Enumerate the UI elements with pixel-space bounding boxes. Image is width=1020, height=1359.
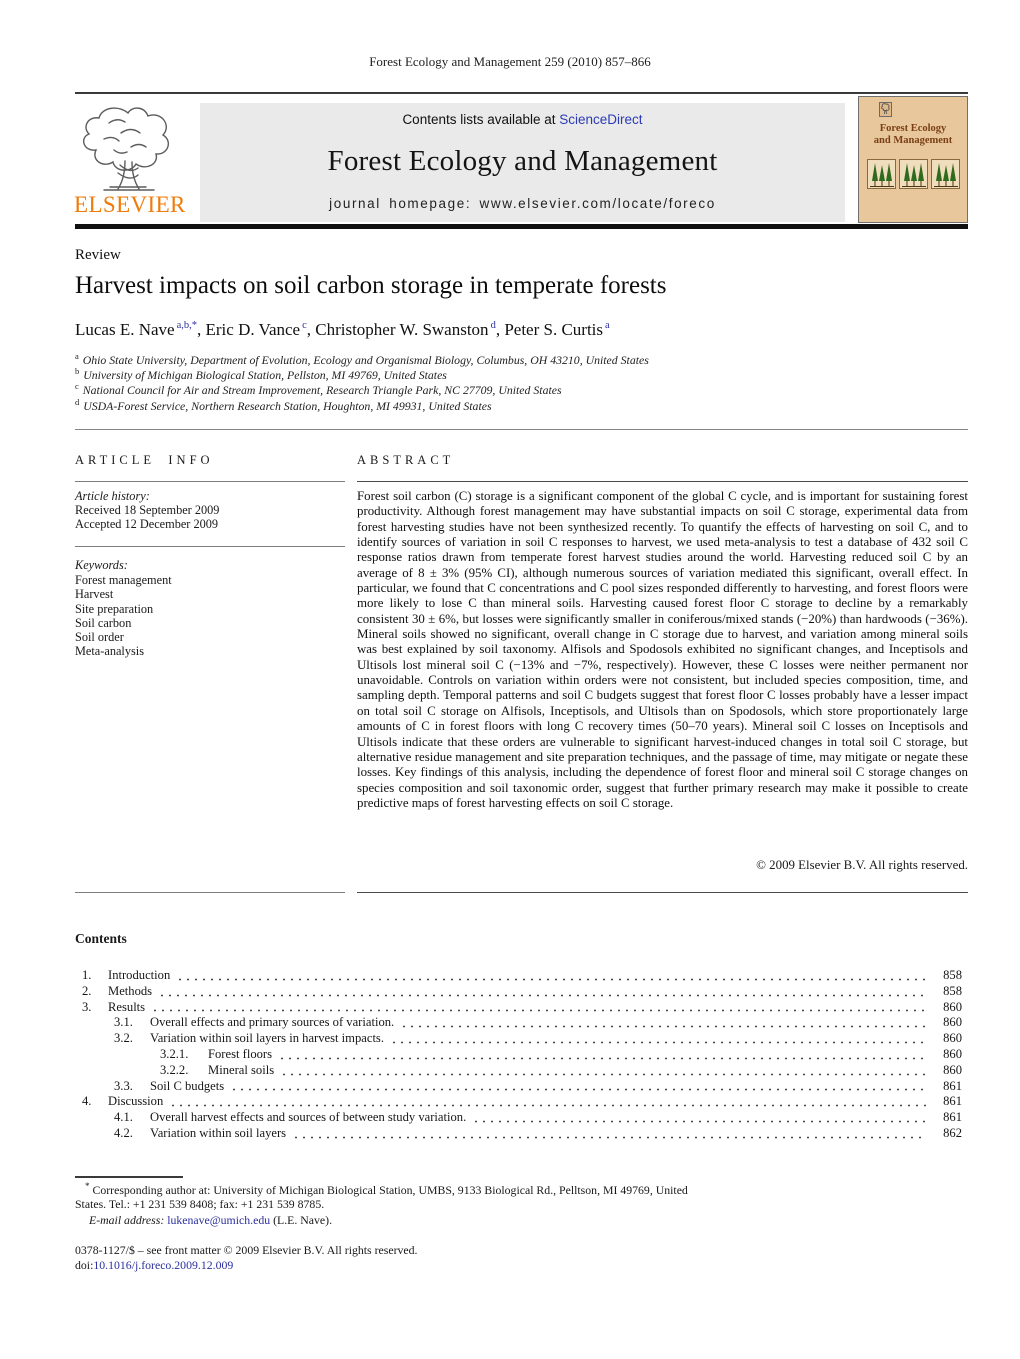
toc-entry-number: 4. [82,1094,92,1109]
author-superscript[interactable]: a,b,* [176,320,198,332]
toc-entry-number: 3.2.2. [160,1062,189,1077]
contents-available-prefix: Contents lists available at [402,112,560,127]
article-history-label: Article history: [75,489,150,503]
toc-dot-leader [472,1110,926,1123]
doi-label: doi: [75,1257,94,1272]
toc-row [78,984,962,1000]
footnote-block [75,1183,703,1227]
toc-entry-number: 3.2. [114,1031,133,1046]
toc-entry-page[interactable]: 860 [943,1062,962,1077]
affiliation [75,383,968,398]
accepted-date: Accepted 12 December 2009 [75,517,219,532]
email-line [75,1213,703,1227]
toc-entry-label[interactable]: Overall harvest effects and sources of between study variation. [150,1110,467,1125]
toc-entry-label[interactable]: Overall effects and primary sources of variation. [150,1015,395,1030]
toc-dot-leader [169,1094,926,1107]
toc-dot-leader [158,984,926,997]
toc-dot-leader [390,1031,926,1044]
toc-entry-label[interactable]: Forest floors [208,1046,273,1061]
toc-entry-label[interactable]: Variation within soil layers in harvest impacts. [150,1031,384,1046]
toc-entry-number: 3.3. [114,1078,133,1093]
header-divider-rule [75,224,968,229]
toc-entry-number: 2. [82,983,92,998]
toc-dot-leader [400,1015,926,1028]
toc-dot-leader [292,1126,926,1139]
toc-entry-page[interactable]: 858 [943,968,962,982]
toc-dot-leader [230,1079,926,1092]
toc-entry-number: 4.1. [114,1110,133,1125]
toc-row [78,1047,962,1063]
article-info-rule [75,481,345,482]
toc-dot-leader [151,1000,926,1013]
author [504,320,609,339]
author-name: Christopher W. Swanston [315,320,489,339]
author-superscript[interactable]: a [605,320,610,332]
abstract-top-rule [357,481,968,482]
author-name: Lucas E. Nave [75,320,175,339]
doi-link[interactable]: 10.1016/j.foreco.2009.12.009 [93,1257,234,1272]
affiliation-superscript: d [75,396,80,407]
imprint-block [75,1243,703,1272]
toc-dot-leader [176,968,926,981]
journal-homepage-line[interactable]: journal homepage: www.elsevier.com/locate/foreco [329,196,716,211]
affiliation-superscript: c [75,381,79,392]
corresponding-author-text: Corresponding author at: University of Michigan Biological Station, UMBS, 9133 Biological Rd., Pelltson, MI 49769, United States. Tel.: +1 231 539 8408; fax: +1 231 539 8785. [75,1183,688,1212]
cover-elsevier-emblem-icon [879,102,892,117]
toc-entry-page[interactable]: 860 [943,1015,962,1030]
author-superscript[interactable]: d [490,320,496,332]
corresponding-author-note [75,1183,703,1212]
toc-entry-label[interactable]: Methods [108,983,153,998]
journal-cover-thumbnail [858,96,968,223]
toc-entry-number: 3.1. [114,1015,133,1030]
toc-row [78,968,962,984]
toc-entry-page[interactable]: 861 [943,1078,962,1093]
article-info-bottom-rule [75,892,345,893]
author [206,320,316,339]
footnote-rule [75,1176,183,1178]
toc-entry-label[interactable]: Variation within soil layers [150,1125,287,1140]
toc-entry-page[interactable]: 861 [943,1110,962,1125]
doi-line [75,1258,703,1273]
received-date: Received 18 September 2009 [75,503,220,517]
toc-entry-number: 4.2. [114,1125,133,1140]
toc-row [78,1063,962,1079]
toc-entry-label[interactable]: Results [108,999,146,1014]
article-type-label: Review [75,247,121,263]
table-of-contents [78,968,962,1142]
elsevier-wordmark: ELSEVIER [74,192,186,217]
elsevier-tree-icon [76,103,180,193]
contents-available-line [402,112,642,127]
keyword: Forest management [75,573,172,587]
copyright-line: © 2009 Elsevier B.V. All rights reserved. [756,858,968,872]
affiliation-divider-rule [75,429,968,430]
toc-row [78,1031,962,1047]
toc-entry-page[interactable]: 858 [943,983,962,998]
keyword: Site preparation [75,601,154,616]
elsevier-logo [74,103,190,222]
keyword: Soil carbon [75,615,132,630]
keywords-list [75,573,347,659]
issn-copyright-line: 0378-1127/$ – see front matter © 2009 Elsevier B.V. All rights reserved. [75,1243,418,1257]
cover-title-line2: and Management [873,135,953,147]
abstract-heading: ABSTRACT [357,453,455,467]
toc-entry-page[interactable]: 862 [943,1125,962,1140]
toc-entry-number: 1. [82,968,92,982]
affiliation [75,353,968,368]
keyword: Meta-analysis [75,644,144,659]
toc-row [78,1079,962,1095]
toc-row [78,1126,962,1142]
article-info-heading: ARTICLE INFO [75,453,214,467]
cover-forest-graphic-icon [867,159,961,191]
toc-entry-page[interactable]: 860 [943,1031,962,1046]
toc-entry-number: 3.2.1. [160,1046,189,1061]
toc-entry-page[interactable]: 861 [943,1094,962,1109]
cover-journal-title [859,123,967,148]
affiliation-text: National Council for Air and Stream Improvement, Research Triangle Park, NC 27709, United States [82,383,562,398]
cover-title-line1: Forest Ecology [879,123,947,134]
toc-entry-page[interactable]: 860 [943,999,962,1014]
abstract-bottom-rule [357,892,968,893]
toc-entry-page[interactable]: 860 [943,1046,962,1061]
toc-row [78,1094,962,1110]
article-title: Harvest impacts on soil carbon storage in temperate forests [75,272,667,299]
top-rule [75,92,968,94]
contents-heading: Contents [75,931,127,946]
keyword: Soil order [75,630,124,645]
affiliation-superscript: a [75,351,79,362]
affiliation-text: USDA-Forest Service, Northern Research Station, Houghton, MI 49931, United States [83,398,492,413]
toc-entry-label[interactable]: Mineral soils [208,1062,275,1077]
footnote-asterisk: * [85,1181,90,1192]
running-head-journal-reference: Forest Ecology and Management 259 (2010) 857–866 [369,54,651,69]
affiliation [75,368,968,383]
toc-entry-label[interactable]: Soil C budgets [150,1078,225,1093]
toc-row [78,1015,962,1031]
toc-row [78,1110,962,1126]
affiliation-text: Ohio State University, Department of Evolution, Ecology and Organismal Biology, Columbus, OH 43210, United States [82,353,649,367]
email-label: E-mail address: [89,1212,165,1227]
email-suffix: (L.E. Nave). [273,1212,333,1227]
affiliations [75,353,968,414]
keywords-rule [75,546,345,547]
toc-entry-label[interactable]: Discussion [108,1094,164,1109]
keyword: Harvest [75,587,114,602]
journal-header-banner [200,103,845,222]
author [75,320,206,339]
author-name: Peter S. Curtis [504,320,604,339]
journal-title: Forest Ecology and Management [327,145,718,177]
keywords-label: Keywords: [75,558,128,572]
email-link[interactable]: lukenave@umich.edu [167,1212,271,1227]
author [315,320,504,339]
article-history [75,503,347,532]
affiliation-text: University of Michigan Biological Station, Pellston, MI 49769, United States [83,368,447,383]
toc-dot-leader [280,1063,926,1076]
sciencedirect-link[interactable]: ScienceDirect [559,112,643,127]
toc-entry-number: 3. [82,999,92,1014]
author-name: Eric D. Vance [205,320,301,339]
affiliation [75,396,968,414]
author-line [75,320,968,340]
author-superscript[interactable]: c [302,320,307,332]
toc-row [78,1000,962,1016]
affiliation-superscript: b [75,366,80,377]
toc-dot-leader [278,1047,926,1060]
abstract-text: Forest soil carbon (C) storage is a significant component of the global C cycle, and is important for sustaining forest productivity. Although forest management may have substantial impacts on soil C storage, experimental data from forest harvesting studies have not been synthesized recently. To quantify the effects of harvesting on soil C, and to identify sources of variation in soil C responses to harvest, we used meta-analysis to test a database of 432 soil C response ratios drawn from temperate forest harvest studies around the world. Harvesting reduced soil C by an average of 8 ± 3% (95% CI), although numerous sources of variation mediated this significant, overall effect. In particular, we found that C concentrations and C pool sizes responded differently to harvesting, and forest floors were more likely to lose C than mineral soils. Harvesting caused forest floor C storage to decline by a remarkably consistent 30 ± 6%, but losses were significantly smaller in coniferous/mixed stands (−20%) than hardwoods (−36%). Mineral soils showed no significant, overall change in C storage due to harvest, and variation among mineral soils was best explained by soil taxonomy. Alfisols and Spodosols exhibited no significant changes, and Inceptisols and Ultisols lost mineral soil C (−13% and −7%, respectively). However, these C losses were neither permanent nor unavoidable. Controls on variation within orders were not consistent, but included species composition, time, and sampling depth. Temporal patterns and soil C budgets suggest that forest floor C losses probably have a lesser impact on total soil C storage on Alfisols, Inceptisols, and Ultisols than on Spodosols, which store proportionately large amounts of C in forest floors with long C recovery times (50–70 years). Mineral soil C losses on Inceptisols and Ultisols indicate that these orders are vulnerable to significant harvest-induced changes in total soil C storage, but alternative residue management and site preparation techniques, and the passage of time, may mitigate or negate these losses. Key findings of this analysis, including the dependence of forest floor and mineral soil C storage changes on species composition and soil taxonomic order, suggest that further primary research may make it possible to create predictive maps of forest harvesting effects on soil C storage. [357,489,968,810]
toc-entry-label[interactable]: Introduction [108,968,171,982]
